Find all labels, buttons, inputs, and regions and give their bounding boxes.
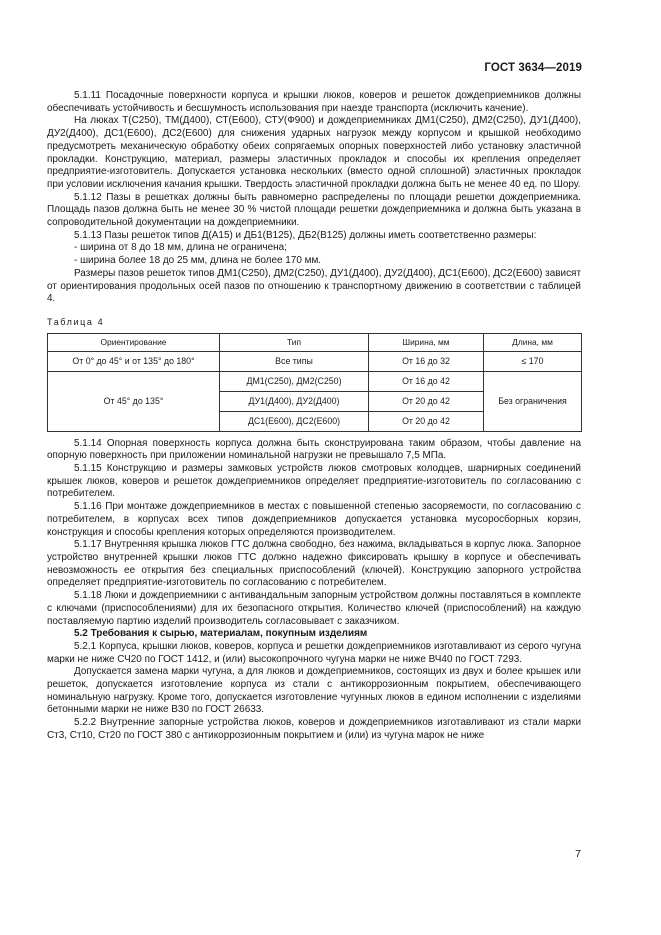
document-header: ГОСТ 3634—2019 bbox=[484, 62, 582, 74]
header-type: Тип bbox=[220, 333, 369, 351]
list-item: - ширина более 18 до 25 мм, длина не более 170 мм. bbox=[74, 255, 322, 267]
cell-type: ДУ1(Д400), ДУ2(Д400) bbox=[220, 391, 369, 411]
page-number: 7 bbox=[575, 848, 581, 860]
table-caption: Таблица 4 bbox=[47, 316, 105, 327]
paragraph: На люках Т(С250), ТМ(Д400), СТ(Е600), СТУ(Ф900) и дождеприемниках ДМ1(С250), ДМ2(С250), ДУ1(Д400), ДУ2(Д400), ДС1(Е600), ДС2(Е600) для снижения ударных нагрузок между корпусом и крышкой необходимо предусмотреть механическую обработку обеих сопрягаемых опорных поверхностей либо установку эластичной прокладки. Конструкцию, материал, размеры эластичных прокладок и способы их крепления определяет предприятие-изготовитель. Допускается установка нескольких (вместо одной сплошной) эластичных прокладок при условии исключения качания крышки. Твердость эластичной прокладки должна быть не менее 40 ед. по Шору. bbox=[47, 115, 581, 190]
paragraph: Допускается замена марки чугуна, а для люков и дождеприемников, состоящих из двух и более крышек или решеток, допускается изготовление корпуса из стали с антикоррозионным покрытием, обеспечивающего номинальную нагрузку. Кроме того, допускается изготовление чугунных люков в едином исполнении с изделиями бетонными марки не ниже В30 по ГОСТ 26633. bbox=[47, 666, 581, 716]
paragraph: 5.1.16 При монтаже дождеприемников в местах с повышенной степенью засоряемости, по согласованию с потребителем, в корпусах всех типов дождеприемников допускается установка мусоросборных корзин, конструкция и способы крепления которых определяются производителем. bbox=[47, 501, 581, 538]
paragraph: 5.1.15 Конструкцию и размеры замковых устройств люков смотровых колодцев, шарнирных соединений крышек люков, коверов и решеток дождеприемников определяет предприятие-изготовитель по согласованию с потребителем. bbox=[47, 463, 581, 500]
list-item: - ширина от 8 до 18 мм, длина не ограничена; bbox=[74, 242, 287, 254]
paragraph: Размеры пазов решеток типов ДМ1(С250), ДМ2(С250), ДУ1(Д400), ДУ2(Д400), ДС1(Е600), ДС2(Е600) зависят от ориентирования продольных осей пазов по отношению к транспортному движению в соответствии с таблицей 4. bbox=[47, 267, 581, 305]
cell-type: Все типы bbox=[220, 351, 369, 371]
paragraph: 5.1.17 Внутренняя крышка люков ГТС должна свободно, без нажима, вкладываться в корпус люка. Запорное устройство внутренней крышки люков ГТС должно надежно фиксировать крышку в корпусе и обеспечивать невозможность ее открытия без специальных приспособлений (ключей). Конструкцию запорного устройства определяет предприятие-изготовитель по согласованию с потребителем. bbox=[47, 539, 581, 589]
page-content bbox=[47, 90, 581, 743]
section-heading: 5.2 Требования к сырью, материалам, покупным изделиям bbox=[74, 628, 368, 640]
paragraph: 5.2.1 Корпуса, крышки люков, коверов, корпуса и решетки дождеприемников изготавливают из серого чугуна марки не ниже СЧ20 по ГОСТ 1412, и (или) высокопрочного чугуна марки не ниже ВЧ40 по ГОСТ 7293. bbox=[47, 640, 581, 665]
paragraph: 5.1.14 Опорная поверхность корпуса должна быть сконструирована таким образом, чтобы давление на опорную поверхность при приложении номинальной нагрузки не превышало 7,5 МПа. bbox=[47, 437, 581, 462]
paragraph: 5.1.11 Посадочные поверхности корпуса и крышки люков, коверов и решеток дождеприемников должны обеспечивать устойчивость и бесшумность использования при наезде транспорта (исключить качение). bbox=[47, 90, 581, 114]
cell-width: От 16 до 32 bbox=[369, 351, 484, 371]
table-row bbox=[48, 371, 582, 391]
paragraph: 5.2.2 Внутренние запорные устройства люков, коверов и дождеприемников изготавливают из стали марки Ст3, Ст10, Ст20 по ГОСТ 380 с антикоррозионным покрытием и (или) из чугуна марок не ниже bbox=[47, 717, 581, 741]
paragraph: 5.1.13 Пазы решеток типов Д(А15) и ДБ1(В125), ДБ2(В125) должны иметь соответственно размеры: bbox=[74, 229, 537, 241]
cell-width: От 20 до 42 bbox=[369, 411, 484, 431]
table-header-row bbox=[48, 333, 582, 351]
cell-width: От 20 до 42 bbox=[369, 391, 484, 411]
paragraph: 5.1.12 Пазы в решетках должны быть равномерно распределены по площади решетки дождеприемника. Площадь пазов должна быть не менее 30 % чистой площади решетки дождеприемника и должна быть указана в сопроводительной документации на дождеприемники. bbox=[47, 191, 581, 229]
header-width: Ширина, мм bbox=[369, 333, 484, 351]
cell-length: ≤ 170 bbox=[484, 351, 582, 371]
cell-orientation: От 45° до 135° bbox=[48, 371, 220, 431]
cell-length: Без ограничения bbox=[484, 371, 582, 431]
cell-width: От 16 до 42 bbox=[369, 371, 484, 391]
paragraph: 5.1.18 Люки и дождеприемники с антивандальным запорным устройством должны поставляться в комплекте с ключами (приспособлениями) для их безопасного открытия. Количество ключей (приспособлений) на каждую поставляемую партию изделий производитель согласовывает с заказчиком. bbox=[47, 590, 581, 627]
table-row bbox=[48, 351, 582, 371]
cell-orientation: От 0° до 45° и от 135° до 180° bbox=[48, 351, 220, 371]
header-orientation: Ориентирование bbox=[48, 333, 220, 351]
table-4 bbox=[47, 333, 582, 432]
header-length: Длина, мм bbox=[484, 333, 582, 351]
cell-type: ДМ1(С250), ДМ2(С250) bbox=[220, 371, 369, 391]
cell-type: ДС1(Е600), ДС2(Е600) bbox=[220, 411, 369, 431]
